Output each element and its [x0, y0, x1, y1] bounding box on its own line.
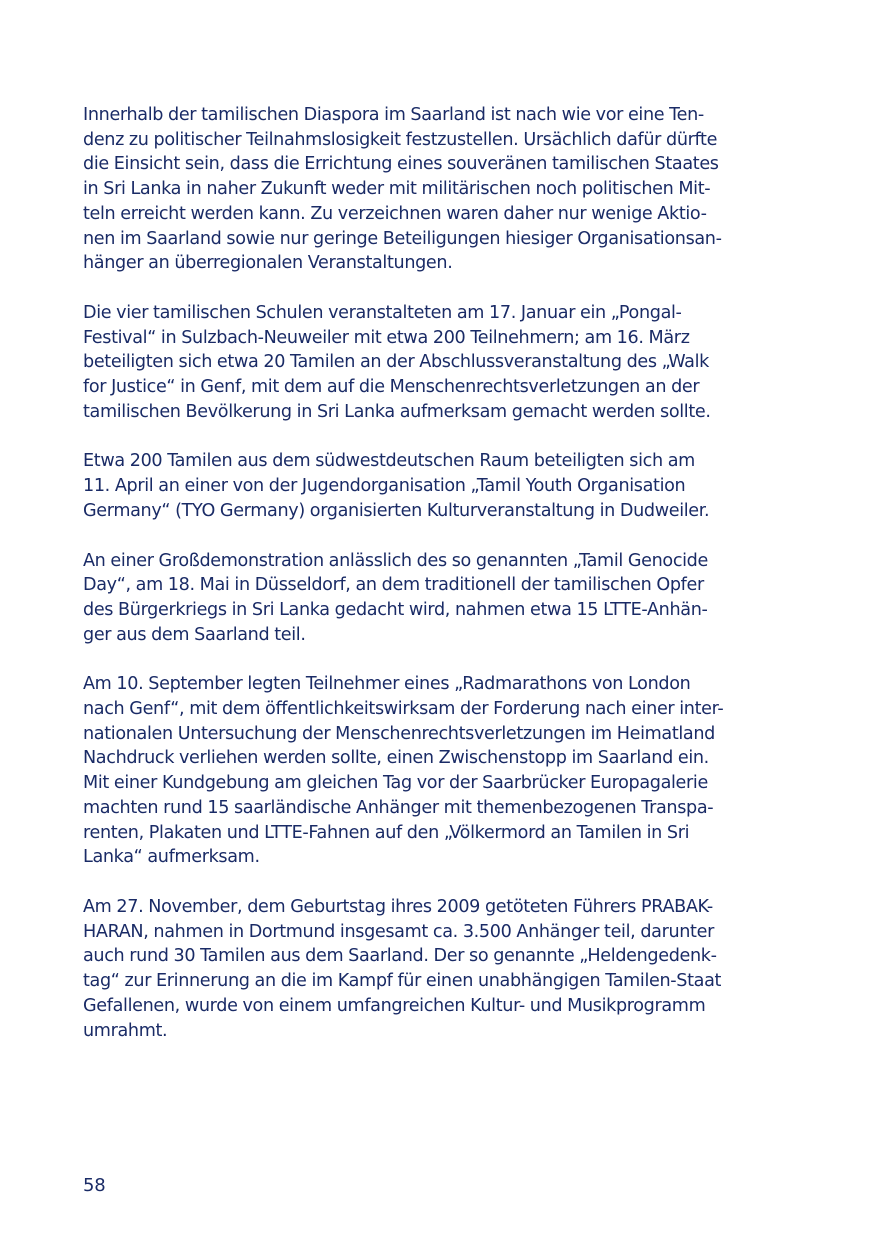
text-line: ger aus dem Saarland teil. [83, 624, 306, 645]
page-number: 58 [83, 1175, 106, 1196]
text-line: umrahmt. [83, 1020, 168, 1041]
text-line: Innerhalb der tamilischen Diaspora im Saarland ist nach wie vor eine Ten- [83, 105, 704, 125]
text-line: Lanka“ aufmerksam. [83, 847, 260, 868]
text-line: tag“ zur Erinnerung an die im Kampf für einen unabhängigen Tamilen-Staat [83, 971, 722, 992]
text-line: renten, Plakaten und LTTE-Fahnen auf den „Völkermord an Tamilen in Sri [83, 822, 690, 843]
text-line: Am 10. September legten Teilnehmer eines „Radmarathons von London [83, 674, 691, 695]
document-body [83, 103, 783, 1068]
text-line: teln erreicht werden kann. Zu verzeichnen waren daher nur wenige Aktio- [83, 203, 707, 224]
text-line: HARAN, nahmen in Dortmund insgesamt ca. 3.500 Anhänger teil, darunter [83, 921, 714, 942]
text-line: machten rund 15 saarländische Anhänger mit themenbezogenen Transpa- [83, 797, 714, 818]
text-line: 11. April an einer von der Jugendorganisation „Tamil Youth Organisation [83, 476, 686, 497]
text-line: nen im Saarland sowie nur geringe Beteiligungen hiesiger Organisationsan- [83, 228, 722, 249]
paragraph-genocide-day [83, 549, 783, 648]
text-line: Day“, am 18. Mai in Düsseldorf, an dem traditionell der tamilischen Opfer [83, 575, 704, 596]
text-line: die Einsicht sein, dass die Errichtung eines souveränen tamilischen Staates [83, 154, 719, 175]
paragraph-heldengedenktag [83, 895, 783, 1043]
text-line: Die vier tamilischen Schulen veranstalteten am 17. Januar ein „Pongal- [83, 302, 682, 323]
text-line: Gefallenen, wurde von einem umfangreichen Kultur- und Musikprogramm [83, 995, 706, 1016]
paragraph-tyo-germany [83, 449, 783, 523]
text-line: Etwa 200 Tamilen aus dem südwestdeutschen Raum beteiligten sich am [83, 451, 695, 472]
text-line: nach Genf“, mit dem öffentlichkeitswirksam der Forderung nach einer inter- [83, 699, 724, 720]
text-line: beteiligten sich etwa 20 Tamilen an der Abschlussveranstaltung des „Walk [83, 352, 709, 373]
text-line: Nachdruck verliehen werden sollte, einen Zwischenstopp im Saarland ein. [83, 748, 709, 769]
text-line: in Sri Lanka in naher Zukunft weder mit militärischen noch politischen Mit- [83, 179, 711, 200]
text-line: nationalen Untersuchung der Menschenrechtsverletzungen im Heimatland [83, 723, 715, 744]
paragraph-pongal-festival [83, 301, 783, 425]
text-line: Am 27. November, dem Geburtstag ihres 2009 getöteten Führers PRABAK- [83, 896, 713, 917]
text-line: auch rund 30 Tamilen aus dem Saarland. Der so genannte „Heldengedenk- [83, 946, 717, 967]
text-line: des Bürgerkriegs in Sri Lanka gedacht wird, nahmen etwa 15 LTTE-Anhän- [83, 599, 708, 620]
text-line: An einer Großdemonstration anlässlich des so genannten „Tamil Genocide [83, 550, 708, 571]
text-line: denz zu politischer Teilnahmslosigkeit festzustellen. Ursächlich dafür dürfte [83, 129, 718, 150]
text-line: Festival“ in Sulzbach-Neuweiler mit etwa 200 Teilnehmern; am 16. März [83, 327, 690, 348]
text-line: Mit einer Kundgebung am gleichen Tag vor der Saarbrücker Europagalerie [83, 773, 708, 794]
text-line: tamilischen Bevölkerung in Sri Lanka aufmerksam gemacht werden sollte. [83, 401, 711, 422]
text-line: Germany“ (TYO Germany) organisierten Kulturveranstaltung in Dudweiler. [83, 500, 710, 521]
text-line: for Justice“ in Genf, mit dem auf die Menschenrechtsverletzungen an der [83, 377, 700, 398]
paragraph-radmarathon [83, 672, 783, 870]
text-line: hänger an überregionalen Veranstaltungen. [83, 253, 453, 274]
paragraph-diaspora [83, 103, 783, 276]
